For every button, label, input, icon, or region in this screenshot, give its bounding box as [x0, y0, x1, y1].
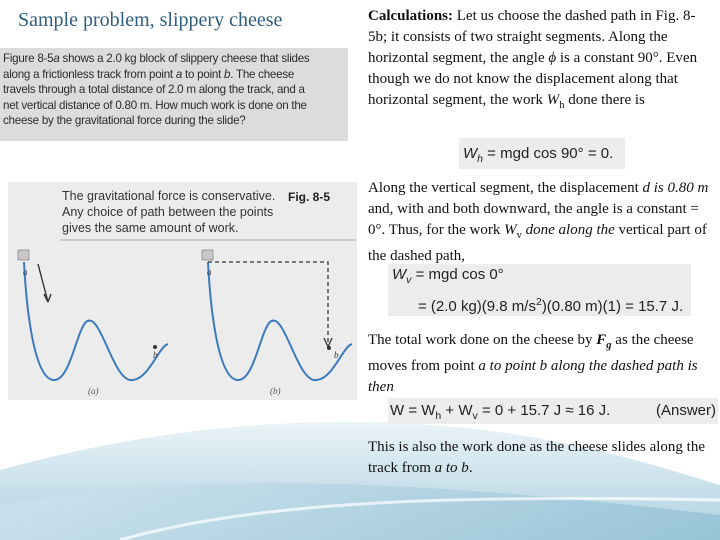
equation-wv [388, 264, 691, 316]
cheese-block-icon [18, 250, 29, 260]
figure-caption: The gravitational force is conservative. Any choice of path between the points gives the same amount of work. [62, 189, 276, 235]
slide-title: Sample problem, slippery cheese [18, 9, 283, 31]
problem-line: cheese by the gravitational force during the slide? [3, 114, 246, 127]
sublabel-b: (b) [270, 386, 281, 396]
equation-wh: $W_h$ = mgd cos 90° = 0. [459, 138, 625, 169]
sublabel-a: (a) [88, 386, 99, 396]
problem-line: Figure 8-5a shows a 2.0 kg block of slippery cheese that slides [3, 52, 310, 65]
vertical-paragraph: Along the vertical segment, the displacement d is 0.80 m and, with and both downward, the angle is a constant = 0°. Thus, for the work $W_v$ done along the vertical part of the dashed path, [368, 180, 709, 264]
point-a-label: a [23, 267, 28, 277]
conclusion-paragraph: This is also the work done as the cheese slides along the track from a to b. [368, 439, 706, 476]
calculations-paragraph: Calculations: Let us choose the dashed path in Fig. 8-5b; it consists of two straight segments. Along the horizontal segment, the angle ϕ is a constant 90°. Even though we do not know the displacement along that horizontal segment, the work $W_h$ done there is [368, 8, 698, 111]
figure-8-5 [8, 182, 357, 400]
answer-label: (Answer) [655, 402, 716, 419]
point-b-label: b [334, 350, 339, 360]
point-b-label: b [153, 350, 158, 360]
total-work-paragraph: The total work done on the cheese by $F_g$ as the cheese moves from point a to point b along the dashed path is then [368, 332, 698, 395]
track-curve-b [208, 262, 352, 380]
problem-statement [0, 48, 348, 141]
track-curve-a [24, 262, 168, 380]
problem-line: travels through a total distance of 2.0 m along the track, and a [3, 83, 305, 96]
point-a-label: a [207, 267, 212, 277]
track-diagram [8, 182, 357, 400]
calculations-heading: Calculations: [368, 8, 454, 24]
equation-line: $W_v$ = mgd cos 0° [392, 266, 504, 286]
equation-line: = (2.0 kg)(9.8 $m/s^2)(0.80$ m)(1) = 15.7 J. [418, 296, 684, 315]
figure-label: Fig. 8-5 [288, 190, 331, 204]
dashed-path [208, 262, 328, 347]
problem-line: along a frictionless track from point a to point b. The cheese [3, 67, 295, 81]
problem-line: net vertical distance of 0.80 m. How much work is done on the [3, 98, 307, 112]
equation-total: $W = W_h + W_v = 0 + 15.7$ J ≈ 16 J. (Answer) [388, 398, 718, 424]
cheese-block-icon [202, 250, 213, 260]
